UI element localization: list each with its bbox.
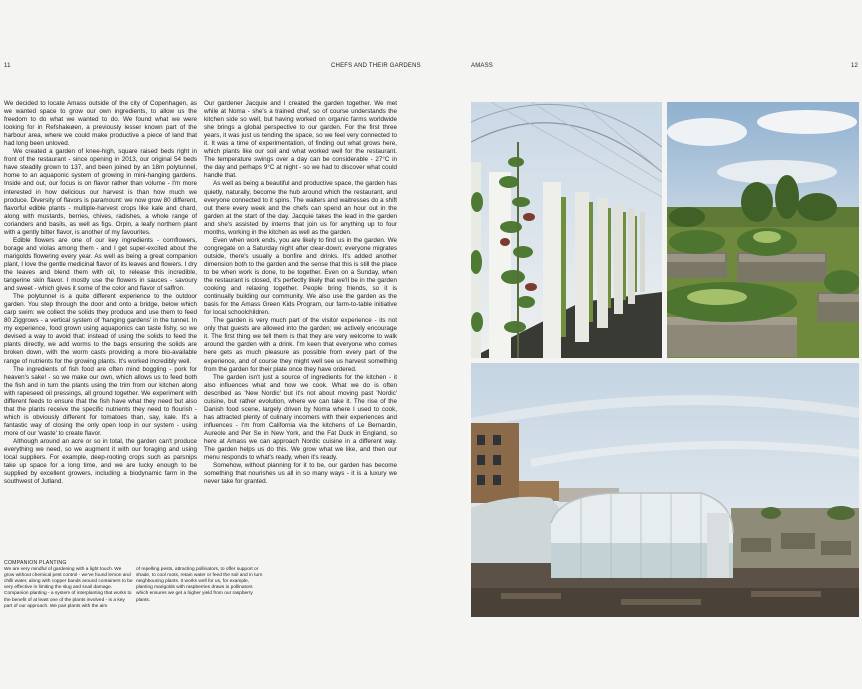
greenhouse-photo bbox=[471, 363, 859, 617]
body-column-2 bbox=[204, 100, 397, 486]
paragraph: The polytunnel is a quite different experience to the outdoor garden. You step through the door and onto a bridge, below which carp swim: we collect the solids they produce and use them to feed 80 Ziggrows - a vertical system of 'hanging gardens' in the tunnel. In my experience, food grown using aquaponics can taste fishy, so we devised a way to avoid that: instead of using the solids to feed the plants directly, we add worms to the bags ensuring the solids are broken down, with the worm casts providing a more bio-available range of nutrients for the growing plants. It's worked incredibly well. bbox=[4, 293, 197, 365]
paragraph: The garden isn't just a source of ingredients for the kitchen - it also influences what and how we cook. What we do is often described as 'New Nordic' but it's not about moving past 'Nordic' cuisine, but rather evolution, where we can take it. The rise of the Danish food scene, largely driven by Noma where I used to cook, has attracted plenty of culinary incomers with their experiences and influences - I'm from California via the kitchens of Le Bernardin, Aureole and Per Se in New York, and the Fat Duck in England, so here at Amass we can approach Nordic cuisine in a different way. The garden helps us do this. We grow what we like, and then our menu responds to what's ready, when it's ready. bbox=[204, 373, 397, 462]
sidebar-title: COMPANION PLANTING bbox=[4, 560, 67, 566]
left-page-number: 11 bbox=[4, 63, 11, 69]
paragraph: The ingredients of fish food are often mind boggling - pork for heaven's sake! - so we make our own, which allows us to feed both the fish and in turn the plants using the trim from our kitchen along with rapeseed oil pressings, all ground together. We experiment with different feeds to ensure that the fish have what they need but also that the plants receive the specific nutrients they need to flourish - which is obviously different for tomatoes than, say, kale. It's a fantastic way of closing the only open loop in our system - using more of our 'waste' to create flavor. bbox=[4, 365, 197, 437]
paragraph: Although around an acre or so in total, the garden can't produce everything we need, so we augment it with our foraging and using local suppliers. For example, deep-rooting crops such as parsnips take up space for a long time, and we are lucky enough to be supplied by excellent growers, including a biodynamic farm in the southwest of Jutland. bbox=[4, 437, 197, 486]
paragraph: The garden is very much part of the visitor experience - its not only that guests are allowed into the garden; we actively encourage it. The first thing we tell them is that they are very welcome to walk around the garden with a drink. I'm keen that everyone who comes here gets as much pleasure as possible from every part of the experience, and of course they might well see us harvest something from the garden for their plate once they have ordered. bbox=[204, 317, 397, 373]
paragraph: We created a garden of knee-high, square raised beds right in front of the restaurant - since opening in 2013, our original 54 beds have steadily grown to 137, and been joined by an 18m polytunnel, home to an aquaponic system of growing in mini-hanging gardens. Inside and out, our focus is on flavor rather than volume - I'm more interested in how delicious our harvest is than how much we produce. Diversity of flavors is paramount: we now grow 80 different, flavorful edible plants - multiple-harvest crops like kale and chard, along with mustards, berries, chives, radishes, a whole range of corianders and basils, as well as figs. Orpin, a leafy northern plant with a gently bitter flavor, is another of my favourites. bbox=[4, 148, 197, 236]
left-running-head: CHEFS AND THEIR GARDENS bbox=[331, 63, 421, 69]
companion-planting-sidebar bbox=[4, 560, 266, 610]
right-page-number: 12 bbox=[851, 63, 859, 69]
paragraph: Even when work ends, you are likely to find us in the garden. We congregate on a Saturday night after clear-down; everyone migrates outside, there's usually a bonfire and drinks. It's added another dimension both to the garden and the sense that this is still the place to be when work is done, to be together. Even on a Sunday, when the restaurant is closed, it's perfectly likely that we'll be in the garden cooking and relaxing together. People bring friends, so it is continually building our community. We also use the garden as the basis for the Amass Green Kids Program, our farm-to-table initiative for local schoolchildren. bbox=[204, 236, 397, 317]
body-column-1 bbox=[4, 100, 197, 486]
paragraph: As well as being a beautiful and productive space, the garden has quietly, naturally, become the hub around which the restaurant, and everyone connected to it spins. The waiters and waitresses do a shift out there every week and the chefs can spend an hour out in the garden at the start of the day. Jacquie takes the lead in the garden and she's assisted by interns that join us for anything up to four months, working in the kitchen as well as the garden. bbox=[204, 180, 397, 236]
sidebar-text-2: of repelling pests, attracting pollinators, to offer support or shade, to cool roots, retain water or feed the soil and in turn neighbouring plants. It works well for us, for example, planting marigolds with raspberries draws in pollinators which ensures we get a higher yield from our raspberry plants. bbox=[136, 567, 263, 603]
sidebar-text-1: We are very mindful of gardening with a light touch. We grow without chemical pest control - we've found lemon and chilli water, along with copper bands around containers to be very effective in limiting the slug and snail damage. Companion planting - a system of interplanting that works to the benefit of at least one of the plants involved - is a key part of our approach. We pair plants with the aim bbox=[4, 567, 133, 609]
paragraph: We decided to locate Amass outside of the city of Copenhagen, as we wanted space to grow our own ingredients, to allow us the freedom to do what we wanted to do. We found what we were looking for in Refshaleøen, a previously lesser known part of the harbour area, where we could make productive a piece of land that had long been unloved. bbox=[4, 100, 197, 148]
raised-beds-photo bbox=[667, 102, 859, 358]
polytunnel-photo bbox=[471, 102, 662, 358]
paragraph: Edible flowers are one of our key ingredients - cornflowers, borage and violas among them - and I get super-excited about the marigolds flowering every year. As well as being a great companion plant, I love the gentle medicinal flavor of its leaves and flowers. I dry the leaves and blend them with oil, to release this incredible, tangerine skin flavor. I mostly use the flowers in sauces - savoury and sweet - which gives it some of the color and flavor of saffron. bbox=[4, 236, 197, 293]
paragraph: Somehow, without planning for it to be, our garden has become something that nourishes us all in so many ways - it is a luxury we never take for granted. bbox=[204, 462, 397, 486]
right-running-head: AMASS bbox=[471, 63, 494, 69]
paragraph: Our gardener Jacquie and I created the garden together. We met while at Noma - she's a trained chef, so of course understands the kitchen side so well, but having worked on organic farms worldwide she brings a global perspective to our garden. For the first three years, it was just us tending the space, so we feel very connected to it. It was a time of experimentation, of finding out what grows here, which plants like our soil and what worked well for the restaurant. The temperature swings over a day can be considerable - 27°C in the day and perhaps 9°C at night - so we had to discover what could handle that. bbox=[204, 100, 397, 180]
